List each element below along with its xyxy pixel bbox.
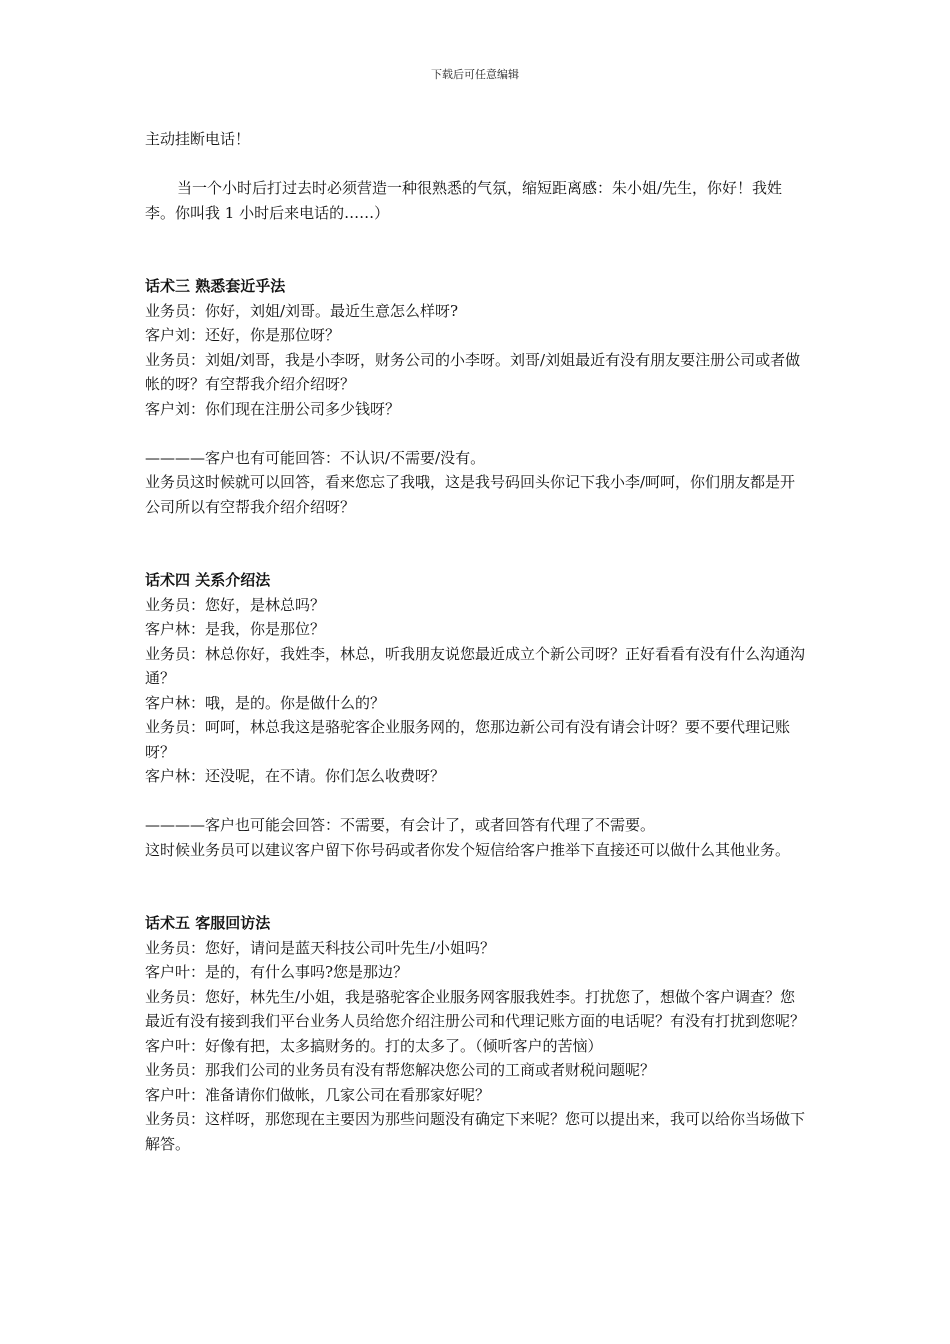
spacer — [145, 789, 809, 814]
section-note-4: ————客户也可能会回答：不需要，有会计了，或者回答有代理了不需要。 — [145, 816, 656, 834]
spacer — [145, 421, 809, 446]
document-body — [145, 127, 809, 1156]
intro-paragraph: 当一个小时后打过去时必须营造一种很熟悉的气氛，缩短距离感：朱小姐/先生，你好！我姓李。你叫我 1 小时后来电话的……） — [145, 179, 783, 222]
dialog-line: 业务员：刘姐/刘哥，我是小李呀，财务公司的小李呀。刘哥/刘姐最近有没有朋友要注册公司或者做帐的呀？有空帮我介绍介绍呀？ — [145, 350, 801, 393]
section-note-3: ————客户也有可能回答：不认识/不需要/没有。 — [145, 448, 486, 467]
dialog-line: 客户叶：是的，有什么事吗?您是那边？ — [145, 963, 409, 981]
dialog-line: 业务员：这样呀，那您现在主要因为那些问题没有确定下来呢？您可以提出来，我可以给你当场做下解答。 — [145, 1110, 806, 1153]
dialog-line: 客户林：哦，是的。你是做什么的？ — [145, 693, 386, 712]
dialog-line: 业务员：那我们公司的业务员有没有帮您解决您公司的工商或者财税问题呢？ — [145, 1061, 656, 1079]
dialog-line: 业务员：您好，林先生/小姐，我是骆驼客企业服务网客服我姓李。打扰您了，想做个客户调查？您最近有没有接到我们平台业务人员给您介绍注册公司和代理记账方面的电话呢？有没有打扰到您呢？ — [145, 987, 806, 1030]
dialog-line: 业务员：林总你好，我姓李，林总，听我朋友说您最近成立个新公司呀？正好看看有没有什么沟通沟通？ — [145, 644, 806, 687]
dialog-line: 客户林：是我，你是那位？ — [145, 620, 326, 638]
section-title-4: 话术四 关系介绍法 — [145, 571, 271, 589]
dialog-line: 客户刘：还好，你是那位呀？ — [145, 326, 341, 344]
dialog-line: 业务员：您好，是林总吗？ — [145, 595, 326, 614]
dialog-line: 客户林：还没呢，在不请。你们怎么收费呀？ — [145, 767, 446, 785]
section-follow-3: 业务员这时候就可以回答，看来您忘了我哦，这是我号码回头你记下我小李/呵呵，你们朋友都是开公司所以有空帮我介绍介绍呀？ — [145, 473, 796, 516]
section-follow-4: 这时候业务员可以建议客户留下你号码或者你发个短信给客户推举下直接还可以做什么其他业务。 — [145, 840, 791, 859]
page-header-note: 下载后可任意编辑 — [431, 68, 519, 81]
spacer — [145, 519, 809, 568]
dialog-line: 业务员：你好，刘姐/刘哥。最近生意怎么样呀? — [145, 301, 459, 320]
spacer — [145, 152, 809, 177]
spacer — [145, 862, 809, 911]
dialog-line: 客户叶：准备请你们做帐，几家公司在看那家好呢？ — [145, 1085, 491, 1104]
section-title-5: 话术五 客服回访法 — [145, 914, 271, 932]
intro-line: 主动挂断电话！ — [145, 130, 251, 148]
dialog-line: 客户叶：好像有把，太多搞财务的。打的太多了。（倾听客户的苦恼） — [145, 1036, 603, 1055]
dialog-line: 业务员：呵呵，林总我这是骆驼客企业服务网的，您那边新公司有没有请会计呀？要不要代理记账呀？ — [145, 718, 791, 761]
dialog-line: 业务员：您好，请问是蓝天科技公司叶先生/小姐吗？ — [145, 938, 496, 957]
dialog-line: 客户刘：你们现在注册公司多少钱呀？ — [145, 399, 401, 418]
section-title-3: 话术三 熟悉套近乎法 — [145, 277, 286, 295]
spacer — [145, 225, 809, 274]
